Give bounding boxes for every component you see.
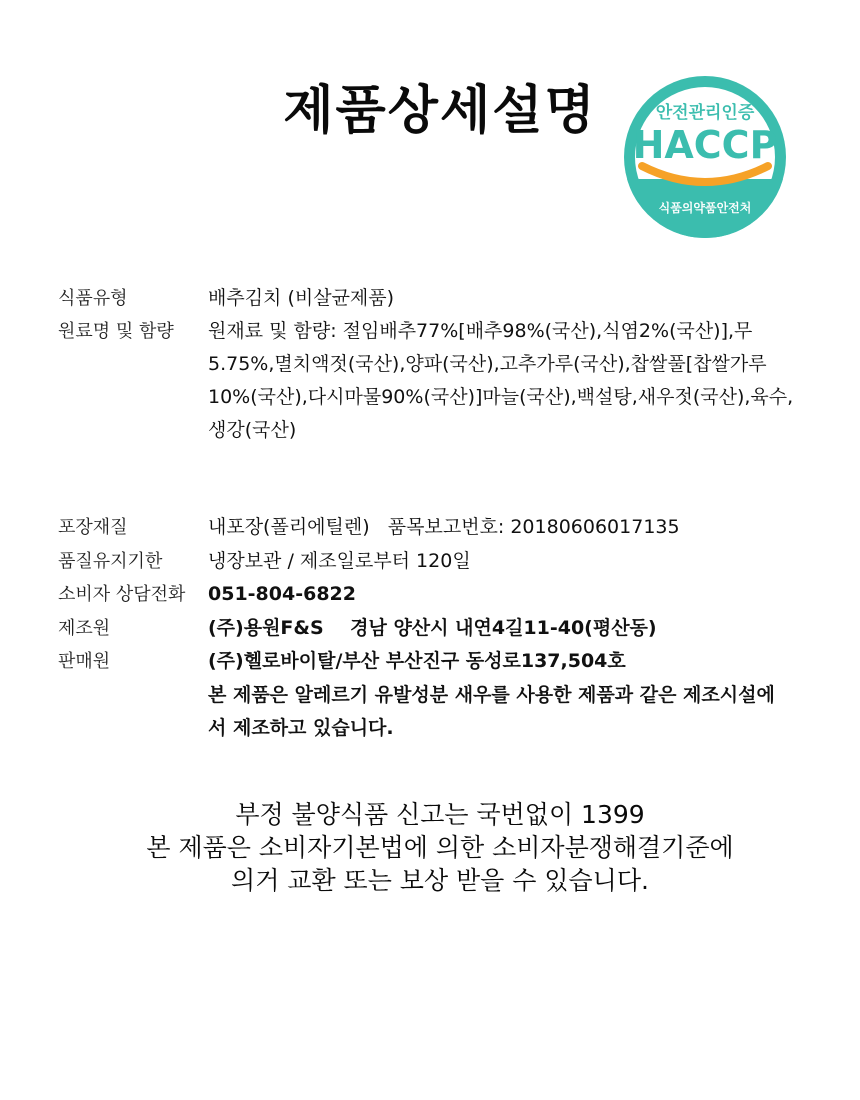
food-type-value: 배추김치 (비살균제품) <box>208 287 395 309</box>
notice-line: 본 제품은 소비자기본법에 의한 소비자분쟁해결기준에 <box>146 833 734 862</box>
seller-value: (주)헬로바이탈/부산 부산진구 동성로137,504호 <box>208 650 626 672</box>
consumer-phone-label: 소비자 상담전화 <box>58 584 186 605</box>
allergy-line: 본 제품은 알레르기 유발성분 새우를 사용한 제품과 같은 제조시설에 <box>208 683 775 706</box>
packaging-label: 포장재질 <box>58 517 128 538</box>
product-info-bottom <box>58 511 818 746</box>
consumer-phone-row <box>58 578 818 612</box>
food-type-label: 식품유형 <box>58 288 128 309</box>
allergy-notice <box>208 679 818 746</box>
manufacturer-label: 제조원 <box>58 617 111 639</box>
page-title: 제품상세설명 <box>283 81 597 141</box>
consumer-notice <box>0 798 860 897</box>
notice-line: 의거 교환 또는 보상 받을 수 있습니다. <box>231 866 649 895</box>
shelf-life-value: 냉장보관 / 제조일로부터 120일 <box>208 549 471 572</box>
manufacturer-row <box>58 612 818 646</box>
food-type-row <box>58 282 818 315</box>
packaging-value: 내포장(폴리에틸렌) 품목보고번호: 20180606017135 <box>208 516 680 538</box>
allergy-line: 서 제조하고 있습니다. <box>208 717 394 739</box>
ingredients-line: 10%(국산),다시마물90%(국산)]마늘(국산),백설탕,새우젓(국산),육수, <box>208 386 794 408</box>
ingredients-value <box>208 315 818 447</box>
shelf-life-row <box>58 545 818 579</box>
ingredients-label: 원료명 및 함량 <box>58 321 174 342</box>
seller-row <box>58 645 818 679</box>
badge-bottom-text: 식품의약품안전처 <box>658 201 752 215</box>
consumer-phone-value: 051-804-6822 <box>208 583 356 605</box>
badge-top-text: 안전관리인증 <box>655 103 755 123</box>
ingredients-line: 5.75%,멸치액젓(국산),양파(국산),고추가루(국산),찹쌀풀[찹쌀가루 <box>208 353 767 375</box>
haccp-badge <box>624 76 786 238</box>
allergy-row <box>58 679 818 746</box>
seller-label: 판매원 <box>58 651 111 672</box>
product-info-top <box>58 282 818 447</box>
ingredients-row <box>58 315 818 447</box>
notice-line: 부정 불양식품 신고는 국번없이 1399 <box>235 800 645 829</box>
shelf-life-label: 품질유지기한 <box>58 550 163 572</box>
badge-main-text: HACCP <box>632 123 778 167</box>
manufacturer-value: (주)용원F&S 경남 양산시 내연4길11-40(평산동) <box>208 616 657 639</box>
allergy-spacer <box>58 679 208 746</box>
ingredients-line: 원재료 및 함량: 절임배추77%[배추98%(국산),식염2%(국산)],무 <box>208 320 753 342</box>
packaging-row <box>58 511 818 545</box>
ingredients-line: 생강(국산) <box>208 419 297 441</box>
